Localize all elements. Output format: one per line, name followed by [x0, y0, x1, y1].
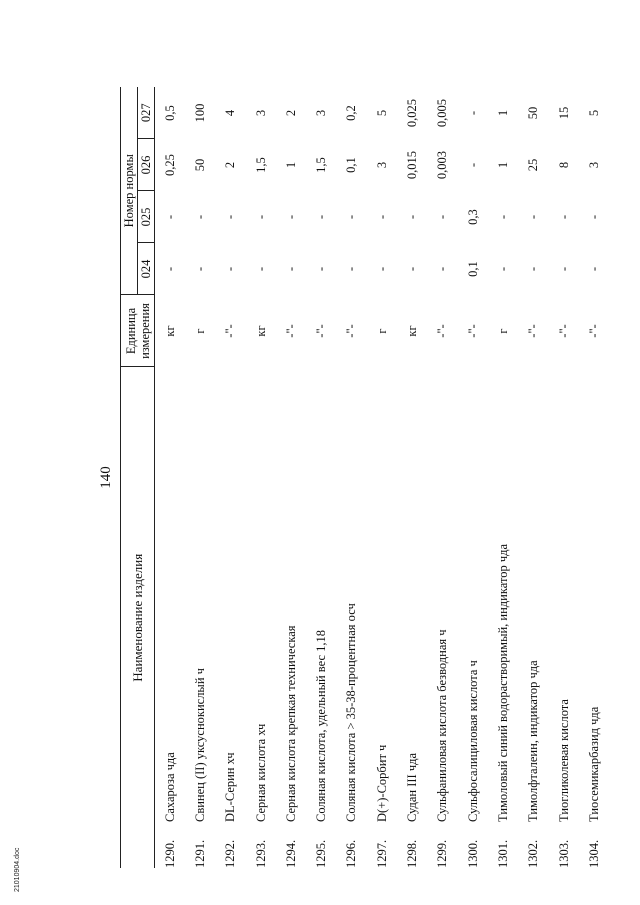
unit-cell: -"-: [223, 324, 238, 338]
header-norm-group: Номер нормы: [121, 87, 138, 295]
item-name: Сульфосалициловая кислота ч: [465, 660, 480, 822]
value-027: 50: [526, 106, 541, 120]
item-name: Судан III чда: [405, 752, 420, 822]
table-row: [549, 87, 579, 868]
value-024: -: [192, 266, 207, 272]
table-row: [397, 87, 427, 868]
value-027: 3: [253, 109, 268, 117]
row-number: 1296.: [344, 839, 359, 868]
item-name: Тиосемикарбазид чда: [586, 706, 601, 822]
item-name: Тимоловый синий водорастворимый, индикатор чда: [495, 543, 510, 822]
value-026: 1,5: [253, 157, 268, 173]
table-row: [185, 87, 215, 868]
table-row: [579, 87, 609, 868]
value-027: 0,025: [405, 98, 420, 128]
value-027: 15: [556, 106, 571, 120]
table-row: [246, 87, 276, 868]
table-row: [216, 87, 246, 868]
unit-cell: г: [374, 328, 389, 334]
page-number: 140: [98, 466, 114, 489]
value-027: 3: [314, 109, 329, 117]
row-number: 1292.: [223, 839, 238, 868]
item-name: Серная кислота хч: [253, 723, 268, 822]
table-row: [367, 87, 397, 868]
value-026: 0,015: [405, 150, 420, 180]
header-code-027: 027: [138, 87, 155, 139]
value-025: -: [495, 214, 510, 220]
unit-cell: -"-: [526, 324, 541, 338]
row-number: 1290.: [162, 839, 177, 868]
table-row: [488, 87, 518, 868]
value-025: 0,3: [465, 209, 480, 225]
value-026: 0,25: [162, 154, 177, 176]
value-026: 2: [223, 161, 238, 169]
value-026: 0,1: [344, 157, 359, 173]
value-026: -: [465, 162, 480, 168]
table-row: [428, 87, 458, 868]
item-name: Сульфаниловая кислота безводная ч: [435, 629, 450, 822]
value-027: 2: [283, 109, 298, 117]
header-unit: [121, 295, 155, 367]
value-027: 0,005: [435, 98, 450, 128]
value-024: -: [556, 266, 571, 272]
value-026: 8: [556, 161, 571, 169]
row-number: 1294.: [283, 839, 298, 868]
row-number: 1291.: [192, 839, 207, 868]
value-024: -: [495, 266, 510, 272]
value-024: -: [374, 266, 389, 272]
value-024: -: [435, 266, 450, 272]
unit-cell: кг: [253, 325, 268, 337]
value-026: 25: [526, 158, 541, 172]
value-025: -: [192, 214, 207, 220]
header-name: Наименование изделия: [121, 367, 155, 868]
rotated-page: [96, 85, 601, 870]
value-025: -: [586, 214, 601, 220]
row-number: 1304.: [586, 839, 601, 868]
row-number: 1293.: [253, 839, 268, 868]
item-name: Тиогликолевая кислота: [556, 699, 571, 822]
value-026: 3: [374, 161, 389, 169]
value-027: -: [465, 110, 480, 116]
row-number: 1301.: [495, 839, 510, 868]
value-025: -: [283, 214, 298, 220]
value-025: -: [344, 214, 359, 220]
row-number: 1297.: [374, 839, 389, 868]
value-024: -: [405, 266, 420, 272]
value-027: 1: [495, 109, 510, 117]
item-name: Соляная кислота > 35-38-процентная осч: [344, 603, 359, 822]
value-027: 5: [586, 109, 601, 117]
item-name: Соляная кислота, удельный вес 1,18: [314, 629, 329, 822]
table-body: [155, 87, 610, 868]
value-025: -: [223, 214, 238, 220]
value-027: 0,5: [162, 105, 177, 121]
unit-cell: -"-: [465, 324, 480, 338]
value-026: 3: [586, 161, 601, 169]
materials-table: [120, 87, 609, 868]
header-code-026: 026: [138, 139, 155, 191]
unit-cell: -"-: [314, 324, 329, 338]
document-id: 21010904.doc: [14, 847, 21, 892]
row-number: 1302.: [526, 839, 541, 868]
unit-cell: -"-: [283, 324, 298, 338]
value-024: -: [283, 266, 298, 272]
value-024: -: [162, 266, 177, 272]
unit-cell: кг: [162, 325, 177, 337]
value-024: -: [526, 266, 541, 272]
value-027: 5: [374, 109, 389, 117]
value-025: -: [253, 214, 268, 220]
row-number: 1300.: [465, 839, 480, 868]
row-number: 1299.: [435, 839, 450, 868]
item-name: Серная кислота крепкая техническая: [283, 625, 298, 822]
value-025: -: [435, 214, 450, 220]
unit-cell: -"-: [435, 324, 450, 338]
header-unit-line2: измерения: [137, 303, 152, 359]
table-row: [458, 87, 488, 868]
value-024: -: [314, 266, 329, 272]
value-026: 1,5: [314, 157, 329, 173]
row-number: 1295.: [314, 839, 329, 868]
item-name: DL-Серин хч: [223, 752, 238, 822]
value-024: -: [586, 266, 601, 272]
value-027: 0,2: [344, 105, 359, 121]
value-025: -: [374, 214, 389, 220]
header-code-025: 025: [138, 191, 155, 243]
table-row: [306, 87, 336, 868]
value-024: -: [223, 266, 238, 272]
table-row: [155, 87, 186, 868]
unit-cell: -"-: [344, 324, 359, 338]
header-code-024: 024: [138, 243, 155, 295]
value-026: 1: [283, 161, 298, 169]
header-unit-line1: Единица: [123, 307, 138, 355]
value-025: -: [556, 214, 571, 220]
value-026: 0,003: [435, 150, 450, 180]
table-row: [337, 87, 367, 868]
item-name: Свинец (II) уксуснокислый ч: [192, 668, 207, 822]
unit-cell: -"-: [586, 324, 601, 338]
value-024: -: [253, 266, 268, 272]
table-row: [276, 87, 306, 868]
unit-cell: г: [495, 328, 510, 334]
value-024: 0,1: [465, 261, 480, 277]
value-024: -: [344, 266, 359, 272]
value-026: 1: [495, 161, 510, 169]
item-name: Тимолфталеин, индикатор чда: [526, 660, 541, 822]
table-row: [519, 87, 549, 868]
value-027: 100: [192, 103, 207, 123]
unit-cell: -"-: [556, 324, 571, 338]
value-025: -: [162, 214, 177, 220]
value-025: -: [405, 214, 420, 220]
unit-cell: г: [192, 328, 207, 334]
row-number: 1303.: [556, 839, 571, 868]
value-025: -: [526, 214, 541, 220]
value-026: 50: [192, 158, 207, 172]
value-027: 4: [223, 109, 238, 117]
unit-cell: кг: [405, 325, 420, 337]
item-name: D(+)-Сорбит ч: [374, 744, 389, 822]
row-number: 1298.: [405, 839, 420, 868]
item-name: Сахароза чда: [162, 752, 177, 822]
value-025: -: [314, 214, 329, 220]
